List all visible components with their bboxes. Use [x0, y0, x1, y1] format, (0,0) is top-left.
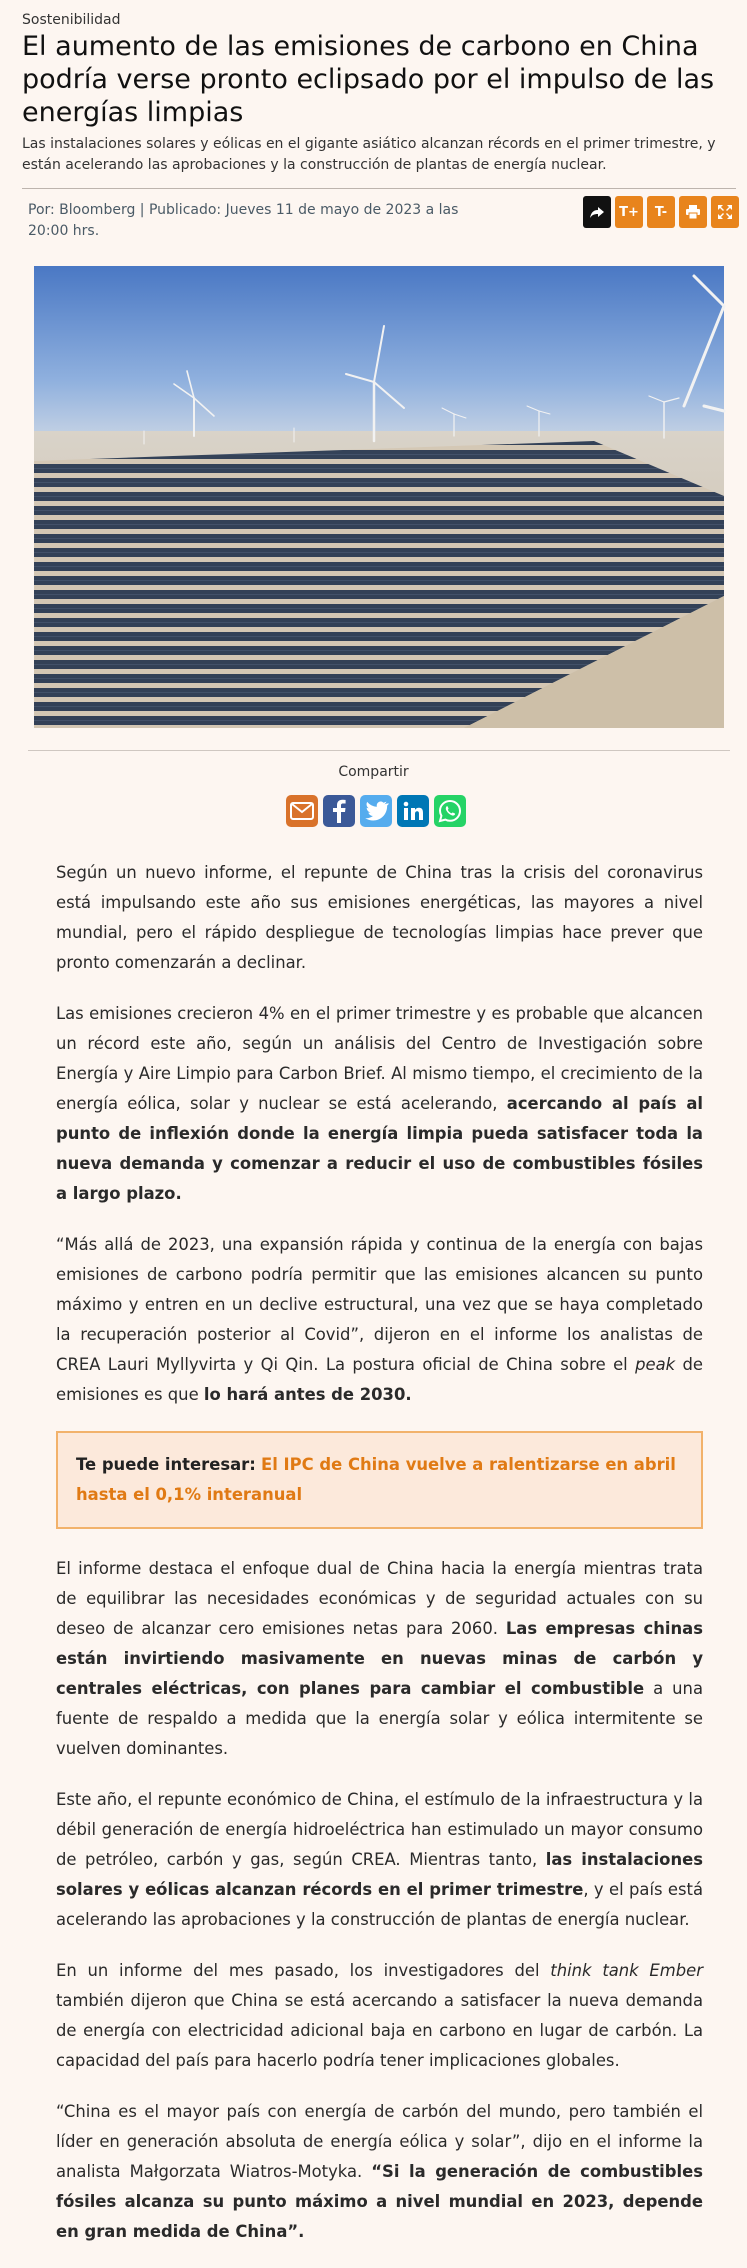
paragraph-text: Las emisiones crecieron 4% en el primer trimestre y es probable que alcancen un récord este año, según un análisis del Centro de Investigación sobre Energía y Aire Limpio para Carbon Brief. Al mismo tiempo, el crecimiento de la energía eólica, solar y nuclear se está acelerando, [56, 1004, 703, 1113]
paragraph [56, 2097, 703, 2247]
byline: Por: Bloomberg | Publicado: Jueves 11 de mayo de 2023 a las 20:00 hrs. [28, 202, 459, 239]
paragraph [56, 1785, 703, 1935]
paragraph [56, 858, 703, 978]
share-whatsapp-button[interactable] [434, 795, 466, 827]
callout-label: Te puede interesar: [76, 1455, 256, 1474]
fullscreen-icon [717, 204, 733, 220]
section-label[interactable]: Sostenibilidad [22, 12, 121, 28]
paragraph-emphasis: “Si la generación de combustibles fósiles alcanza su punto máximo a nivel mundial en 2023, depende en gran medida de China”. [56, 2162, 704, 2241]
email-icon [290, 802, 314, 820]
facebook-icon [332, 799, 346, 823]
text-bigger-button[interactable]: T+ [615, 196, 643, 228]
article-subtitle: Las instalaciones solares y eólicas en el gigante asiático alcanzan récords en el primer trimestre, y están acelerando las aprobaciones y la construcción de plantas de energía nuclear. [22, 136, 716, 173]
paragraph-text: , y el país está acelerando las aprobaciones y la construcción de plantas de energía nuclear. [56, 1880, 703, 1929]
related-article-link[interactable]: El IPC de China vuelve a ralentizarse en abril hasta el 0,1% interanual [76, 1455, 676, 1504]
paragraph-text: “Más allá de 2023, una expansión rápida y continua de la energía con bajas emisiones de carbono podría permitir que las emisiones alcancen su punto máximo y entren en un declive estructural, una vez que se haya completado la recuperación posterior al Covid”, dijeron en el informe los analistas de CREA Lauri Myllyvirta y Qi Qin. La postura oficial de China sobre el [56, 1235, 703, 1374]
paragraph-text: de emisiones es que [56, 1355, 704, 1404]
share-arrow-icon [589, 204, 605, 220]
linkedin-icon [403, 801, 423, 821]
share-twitter-button[interactable] [360, 795, 392, 827]
paragraph-emphasis: lo hará antes de 2030. [203, 1385, 412, 1404]
print-button[interactable] [679, 196, 707, 228]
paragraph [56, 1554, 703, 1764]
paragraph-italic: think tank Ember [550, 1961, 703, 1980]
whatsapp-icon [438, 799, 462, 823]
share-buttons [286, 795, 466, 827]
paragraph-italic: peak [635, 1355, 676, 1374]
paragraph [56, 999, 703, 1209]
article-title: El aumento de las emisiones de carbono en China podría verse pronto eclipsado por el impulso de las energías limpias [22, 31, 715, 128]
text-smaller-button[interactable]: T- [647, 196, 675, 228]
share-label: Compartir [338, 764, 409, 780]
paragraph-text: Según un nuevo informe, el repunte de China tras la crisis del coronavirus está impulsando este año sus emisiones energéticas, las mayores a nivel mundial, pero el rápido despliegue de tecnologías limpias hace prever que pronto comenzarán a declinar. [56, 863, 703, 972]
paragraph-emphasis: las instalaciones solares y eólicas alcanzan récords en el primer trimestre [56, 1850, 703, 1899]
share-linkedin-button[interactable] [397, 795, 429, 827]
divider [22, 188, 736, 189]
print-icon [685, 204, 701, 220]
related-article-callout [56, 1431, 703, 1529]
fullscreen-button[interactable] [711, 196, 739, 228]
hero-image [34, 266, 724, 728]
paragraph-emphasis: Las empresas chinas están invirtiendo masivamente en nuevas minas de carbón y centrales eléctricas, con planes para cambiar el combustible [56, 1619, 703, 1698]
paragraph-text: a una fuente de respaldo a medida que la energía solar y eólica intermitente se vuelven dominantes. [56, 1679, 703, 1758]
share-facebook-button[interactable] [323, 795, 355, 827]
share-email-button[interactable] [286, 795, 318, 827]
paragraph-text: El informe destaca el enfoque dual de China hacia la energía mientras trata de equilibrar las necesidades económicas y de seguridad actuales con su deseo de alcanzar cero emisiones netas para 2060. [56, 1559, 703, 1638]
paragraph-text: Este año, el repunte económico de China, el estímulo de la infraestructura y la débil generación de energía hidroeléctrica han estimulado un mayor consumo de petróleo, carbón y gas, según CREA. Mientras tanto, [56, 1790, 703, 1869]
paragraph-emphasis: acercando al país al punto de inflexión donde la energía limpia pueda satisfacer toda la nueva demanda y comenzar a reducir el uso de combustibles fósiles a largo plazo. [56, 1094, 703, 1203]
article-toolbar [583, 196, 739, 228]
paragraph [56, 1230, 703, 1410]
twitter-icon [364, 801, 388, 821]
article-body [56, 858, 703, 2268]
paragraph-text: “China es el mayor país con energía de carbón del mundo, pero también el líder en generación absoluta de energía eólica y solar”, dijo en el informe la analista Małgorzata Wiatros-Motyka. [56, 2102, 703, 2181]
solar-wind-farm-photo [34, 266, 724, 728]
paragraph-text: En un informe del mes pasado, los investigadores del [56, 1961, 551, 1980]
share-divider [28, 750, 730, 751]
share-arrow-button[interactable] [583, 196, 611, 228]
paragraph [56, 1956, 703, 2076]
paragraph-text: también dijeron que China se está acercando a satisfacer la nueva demanda de energía con electricidad adicional baja en carbono en lugar de carbón. La capacidad del país para hacerlo podría tener implicaciones globales. [56, 1991, 703, 2070]
